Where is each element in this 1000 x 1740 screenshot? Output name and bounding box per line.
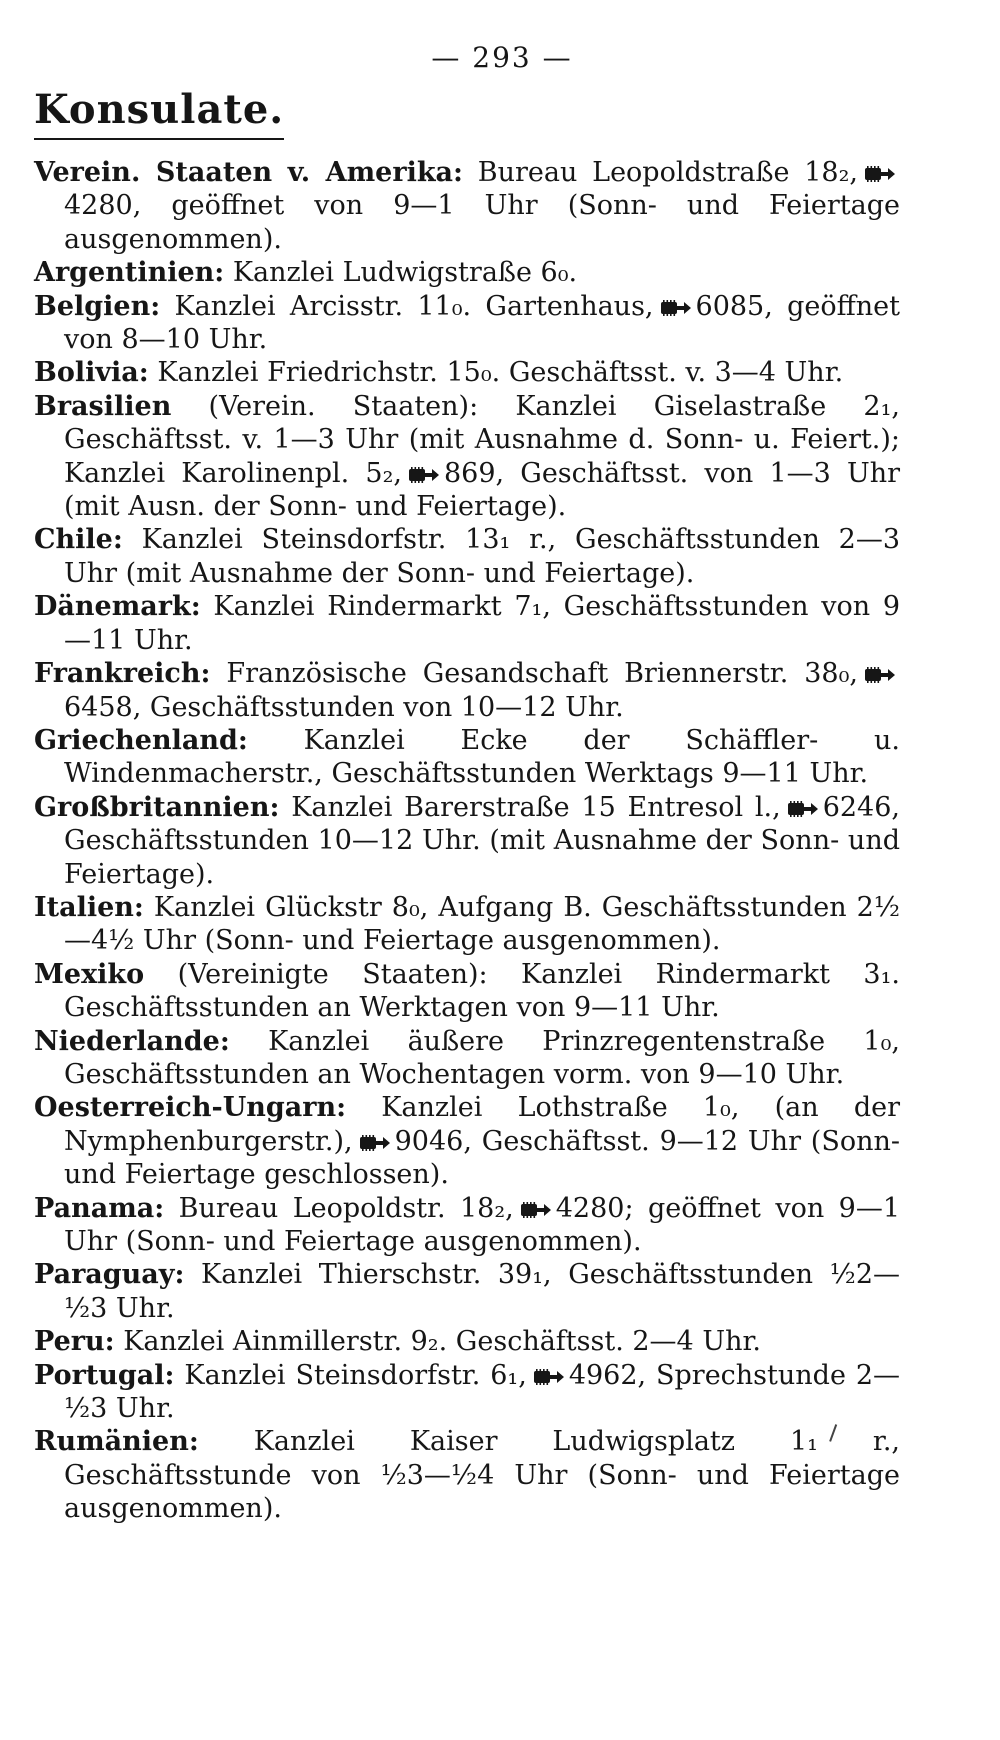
country-name: Bolivia [34, 357, 139, 389]
country-name: Rumänien [34, 1426, 189, 1458]
separator: : [164, 1359, 175, 1391]
separator: : [237, 724, 248, 756]
telephone-icon [862, 165, 896, 183]
country-name: Belgien [34, 290, 151, 322]
consulate-entry [34, 356, 900, 389]
country-name: Niederlande [34, 1025, 220, 1057]
country-name: Dänemark [34, 591, 191, 623]
entry-text: Kanzlei Arcisstr. 11₀. Gartenhaus, [174, 290, 654, 322]
section-heading: Konsulate. [34, 86, 284, 140]
country-name: Griechenland [34, 724, 238, 756]
entry-text: Kanzlei Ecke der Schäffler- u. Windenmacherstr., Geschäftsstunden Werktags 9—11 Uhr. [64, 724, 900, 790]
country-name: Frankreich [34, 658, 201, 690]
consulate-entry [34, 290, 900, 357]
country-name: Argentinien [34, 257, 215, 289]
separator: : [133, 891, 144, 923]
consulate-entry [34, 891, 900, 958]
consulate-entry [34, 156, 900, 256]
separator: : [200, 658, 211, 690]
country-name: Großbritannien [34, 791, 270, 823]
entry-text: Bureau Leopoldstraße 18₂, [477, 157, 858, 188]
entry-text: Kanzlei Friedrichstr. 15₀. Geschäftsst. v. 3—4 Uhr. [157, 357, 844, 389]
separator: : [269, 791, 280, 823]
country-name: Peru [34, 1326, 105, 1358]
entry-text: 4280; geöffnet von 9—1 Uhr (Sonn- und Feiertage ausgenommen). [64, 1192, 901, 1257]
country-name: Brasilien [34, 390, 172, 422]
entry-text: 6458, Geschäftsstunden von 10—12 Uhr. [64, 691, 624, 723]
entry-text: Kanzlei Lothstraße 1₀, (an der Nymphenburgerstr.), [64, 1092, 900, 1157]
consulate-entry [34, 724, 900, 791]
consulate-entry [34, 791, 900, 891]
country-name: Mexiko [34, 958, 145, 990]
entry-text: Kanzlei Glückstr 8₀, Aufgang B. Geschäftsstunden 2½—4½ Uhr (Sonn- und Feiertage ausgenommen). [64, 891, 900, 957]
consulate-entry [34, 590, 901, 657]
page-number: — 293 — [431, 41, 573, 74]
separator: : [104, 1326, 115, 1358]
separator: : [188, 1426, 199, 1458]
separator: : [190, 591, 201, 623]
entry-text: Bureau Leopoldstr. 18₂, [178, 1192, 514, 1224]
separator: : [174, 1259, 185, 1291]
separator: : [214, 257, 225, 289]
country-name: Portugal [34, 1359, 165, 1391]
telephone-icon [658, 299, 692, 317]
telephone-icon [518, 1201, 552, 1219]
separator: : [453, 157, 464, 188]
entry-text: (Verein. Staaten): Kanzlei Giselastraße 2₁, Geschäftsst. v. 1—3 Uhr (mit Ausnahme d. Sonn- u. Feiert.); Kanzlei Karolinenpl. 5₂, [64, 390, 900, 489]
entry-text: Kanzlei Thierschstr. 39₁, Geschäftsstunden ½2—½3 Uhr. [64, 1259, 900, 1324]
consulate-entry [34, 390, 900, 524]
separator: : [219, 1025, 230, 1057]
entry-text: Kanzlei äußere Prinzregentenstraße 1₀, Geschäftsstunden an Wochentagen vorm. von 9—10 Uhr. [64, 1025, 900, 1090]
consulate-entry [34, 523, 900, 590]
telephone-icon [531, 1368, 565, 1386]
consulate-entry [34, 1192, 901, 1259]
entry-text: Kanzlei Steinsdorfstr. 6₁, [184, 1359, 527, 1391]
entry-text: 6246, Geschäftsstunden 10—12 Uhr. (mit Ausnahme der Sonn- und Feiertage). [64, 791, 900, 890]
country-name: Paraguay [34, 1259, 175, 1291]
country-name: Oesterreich-Ungarn [34, 1092, 337, 1124]
entry-text: 9046, Geschäftsst. 9—12 Uhr (Sonn- und Feiertage geschlossen). [64, 1125, 900, 1191]
separator: : [336, 1092, 347, 1124]
consulate-entry [34, 657, 900, 724]
consulate-entry [34, 1359, 900, 1426]
consulate-entry [34, 1025, 900, 1092]
entry-text: Französische Gesandschaft Briennerstr. 38₀, [226, 658, 858, 690]
entry-text: 869, Geschäftsst. von 1—3 Uhr (mit Ausn. der Sonn- und Feiertage). [64, 457, 900, 523]
consulate-entry [34, 256, 900, 289]
telephone-icon [785, 800, 819, 818]
entry-text: Kanzlei Rindermarkt 7₁, Geschäftsstunden von 9—11 Uhr. [64, 591, 901, 656]
consulate-entry [34, 958, 900, 1025]
separator: : [112, 524, 123, 556]
separator: : [154, 1192, 165, 1224]
consulate-entry [34, 1425, 900, 1525]
consulate-entry [34, 1258, 900, 1325]
entry-text: 6085, geöffnet von 8—10 Uhr. [64, 290, 900, 356]
telephone-icon [862, 666, 896, 684]
entry-text: 4962, Sprechstunde 2—½3 Uhr. [64, 1359, 900, 1425]
consulate-list [34, 156, 901, 1526]
separator: : [138, 357, 149, 389]
entry-text: (Vereinigte Staaten): Kanzlei Rindermarkt 3₁. Geschäftsstunden an Werktagen von 9—11 Uhr. [64, 958, 900, 1024]
country-name: Italien [34, 891, 134, 923]
telephone-icon [406, 466, 440, 484]
entry-text: 4280, geöffnet von 9—1 Uhr (Sonn- und Feiertage ausgenommen). [64, 190, 900, 255]
country-name: Panama [34, 1192, 155, 1224]
country-name: Verein. Staaten v. Amerika [34, 157, 454, 188]
entry-text: Kanzlei Ainmillerstr. 9₂. Geschäftsst. 2—4 Uhr. [123, 1326, 761, 1358]
country-name: Chile [34, 524, 113, 556]
entry-text: Kanzlei Steinsdorfstr. 13₁ r., Geschäftsstunden 2—3 Uhr (mit Ausnahme der Sonn- und Feiertage). [64, 524, 900, 589]
separator: : [150, 290, 161, 322]
telephone-icon [357, 1134, 391, 1152]
entry-text: Kanzlei Ludwigstraße 6₀. [232, 257, 578, 289]
consulate-entry [34, 1091, 900, 1191]
entry-text: Kanzlei Barerstraße 15 Entresol l., [291, 791, 781, 823]
entry-text: Kanzlei Kaiser Ludwigsplatz 1₁ r., Geschäftsstunde von ½3—½4 Uhr (Sonn- und Feiertage ausgenommen). [64, 1426, 900, 1525]
consulate-entry [34, 1325, 900, 1358]
